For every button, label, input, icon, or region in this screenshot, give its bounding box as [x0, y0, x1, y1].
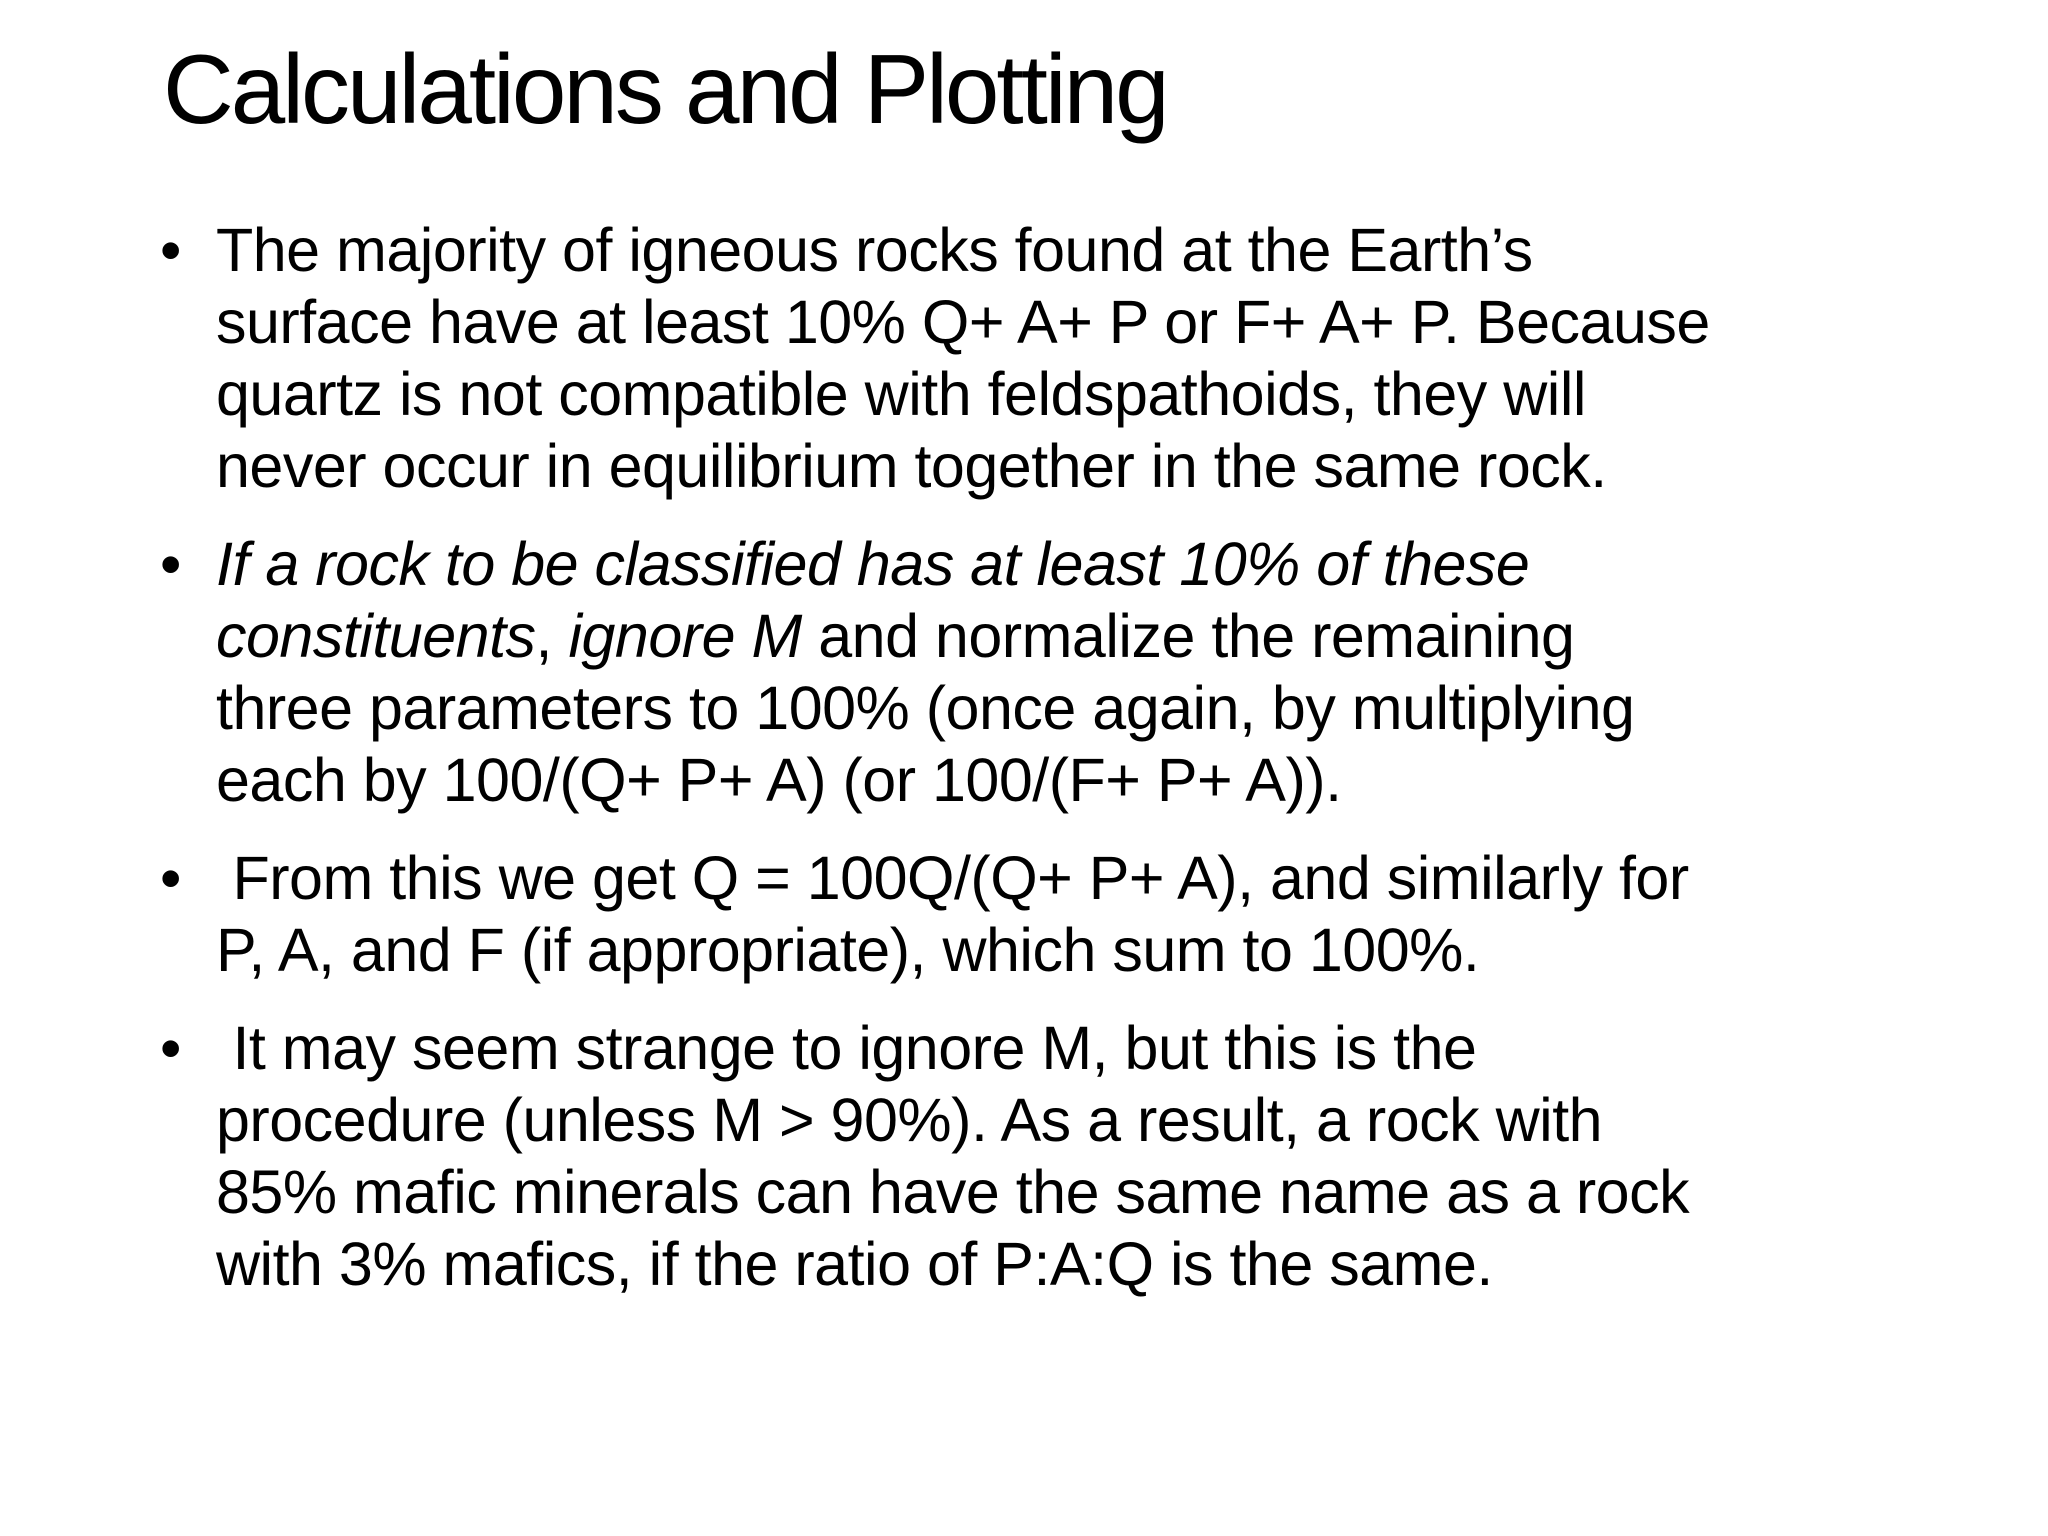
text-line: P, A, and F (if appropriate), which sum to 100%. — [216, 916, 1480, 984]
mixed-text-line — [216, 600, 1920, 672]
text-line: procedure (unless M > 90%). As a result, a rock with — [216, 1086, 1603, 1154]
bullet-text — [216, 842, 1920, 986]
bullet-dot: • — [160, 1014, 181, 1082]
bullet-dot: • — [160, 530, 181, 598]
bullet-item — [160, 214, 1920, 502]
bullet-text — [216, 528, 1920, 816]
text-line: From this we get Q = 100Q/(Q+ P+ A), and similarly for — [216, 844, 1689, 912]
bullet-item — [160, 1012, 1920, 1300]
italic-phrase: ignore M — [568, 602, 802, 670]
text-line: with 3% mafics, if the ratio of P:A:Q is the same. — [216, 1230, 1493, 1298]
bullet-text — [216, 1012, 1920, 1300]
text-line: each by 100/(Q+ P+ A) (or 100/(F+ P+ A)). — [216, 746, 1342, 814]
text-line: three parameters to 100% (once again, by multiplying — [216, 674, 1635, 742]
bullet-item — [160, 842, 1920, 986]
bullet-dot: • — [160, 216, 181, 284]
bullet-text — [216, 214, 1920, 502]
bullet-item — [160, 528, 1920, 816]
text-line: It may seem strange to ignore M, but this is the — [216, 1014, 1477, 1082]
text-line: never occur in equilibrium together in the same rock. — [216, 432, 1607, 500]
plain-phrase: and normalize the remaining — [801, 602, 1575, 670]
slide-title: Calculations and Plotting — [163, 34, 1167, 144]
text-line: quartz is not compatible with feldspathoids, they will — [216, 360, 1586, 428]
italic-phrase: constituents — [216, 602, 536, 670]
bullet-dot: • — [160, 844, 181, 912]
text-line: surface have at least 10% Q+ A+ P or F+ A+ P. Because — [216, 288, 1710, 356]
text-line: 85% mafic minerals can have the same name as a rock — [216, 1158, 1690, 1226]
bullet-list — [160, 214, 1920, 1326]
text-line: The majority of igneous rocks found at the Earth’s — [216, 216, 1533, 284]
italic-text-line: If a rock to be classified has at least 10% of these — [216, 530, 1530, 598]
plain-phrase: , — [535, 602, 569, 670]
